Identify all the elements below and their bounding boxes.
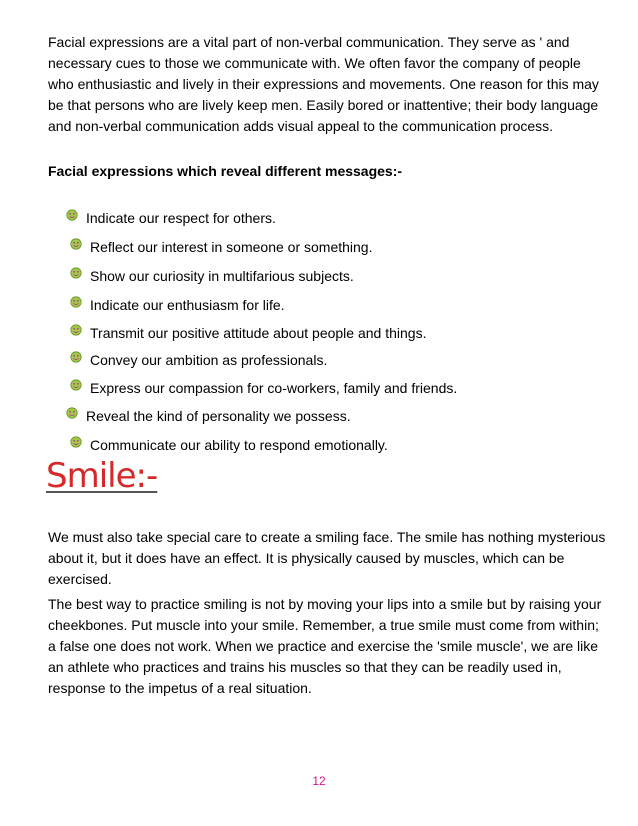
smiley-bullet-icon — [70, 351, 82, 363]
page-number: 12 — [312, 774, 326, 788]
smiley-bullet-icon — [70, 238, 82, 250]
bullet-text: Transmit our positive attitude about people and things. — [90, 325, 427, 341]
smiley-bullet-icon — [70, 296, 82, 308]
smiley-bullet-icon — [66, 407, 78, 419]
bullet-text: Reveal the kind of personality we possess. — [86, 408, 351, 424]
bullet-text: Communicate our ability to respond emotionally. — [90, 437, 388, 453]
bullet-text: Convey our ambition as professionals. — [90, 352, 328, 368]
bullet-text: Indicate our enthusiasm for life. — [90, 297, 285, 313]
smiley-bullet-icon — [66, 209, 78, 221]
smile-paragraph-2: The best way to practice smiling is not by moving your lips into a smile but by raising your cheekbones. Put muscle into your smile. Remember, a true smile must come from within; a false one does not work. When we practice and exercise the 'smile muscle', we are like an athlete who practices and trains his muscles so that they can be readily used in, response to the impetus of a real situation. — [48, 596, 602, 696]
bullet-text: Reflect our interest in someone or something. — [90, 239, 373, 255]
section-heading: Facial expressions which reveal different messages:- — [48, 163, 403, 179]
smile-paragraph-1: We must also take special care to create a smiling face. The smile has nothing mysterious about it, but it does have an effect. It is physically caused by muscles, which can be exercised. — [48, 529, 606, 587]
bullet-text: Express our compassion for co-workers, family and friends. — [90, 380, 458, 396]
smiley-bullet-icon — [70, 379, 82, 391]
bullet-text: Show our curiosity in multifarious subjects. — [90, 268, 354, 284]
smiley-bullet-icon — [70, 324, 82, 336]
smile-heading: Smile:- — [46, 456, 158, 496]
bullet-text: Indicate our respect for others. — [86, 210, 276, 226]
smiley-bullet-icon — [70, 436, 82, 448]
intro-paragraph: Facial expressions are a vital part of non-verbal communication. They serve as ' and necessary cues to those we communicate with. We often favor the company of people who enthusiastic and lively in their expressions and movements. One reason for this may be that persons who are lively keep men. Easily bored or inattentive; their body language and non-verbal communication adds visual appeal to the communication process. — [48, 34, 599, 134]
smiley-bullet-icon — [70, 267, 82, 279]
